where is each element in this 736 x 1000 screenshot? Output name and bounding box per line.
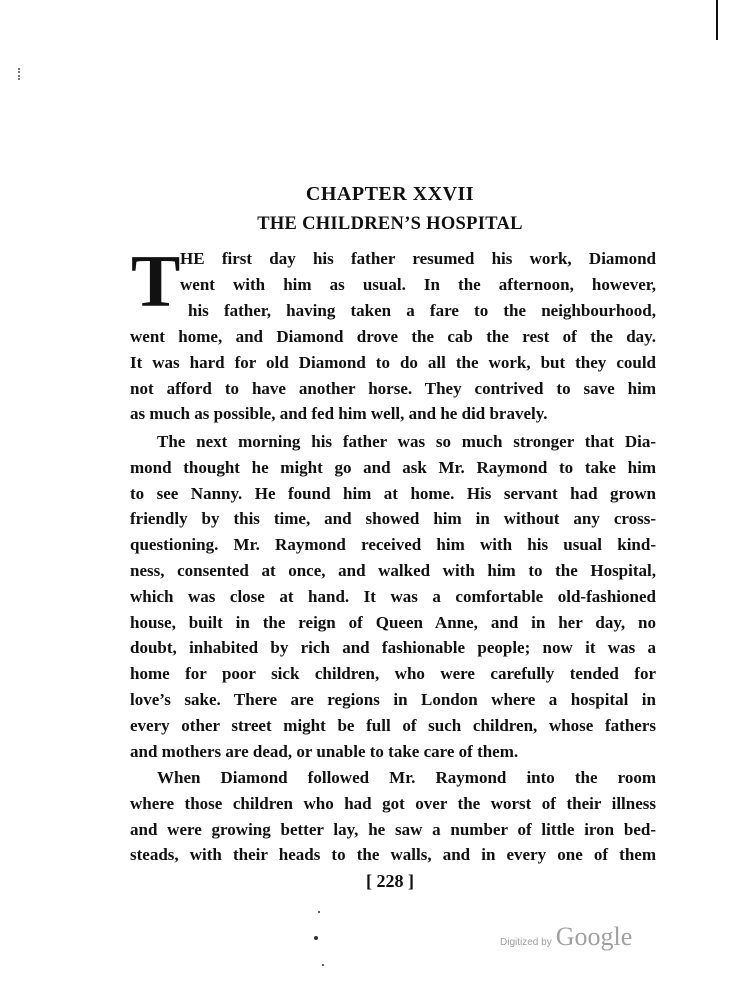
text-line: which was close at hand. It was a comfortable old-fashioned <box>130 586 656 606</box>
digitized-by-google-watermark <box>500 922 632 952</box>
text-line: The next morning his father was so much stronger that Dia- <box>157 432 656 451</box>
text-line: questioning. Mr. Raymond received him with his usual kind- <box>130 535 656 555</box>
chapter-title: THE CHILDREN’S HOSPITAL <box>257 214 523 234</box>
chapter-heading: CHAPTER XXVII <box>305 183 475 205</box>
text-line: ness, consented at once, and walked with him to the Hospital, <box>130 560 656 580</box>
text-line: not afford to have another horse. They contrived to save him <box>130 378 656 398</box>
text-line: where those children who had got over the worst of their illness <box>130 793 656 813</box>
text-line: doubt, inhabited by rich and fashionable people; now it was a <box>130 638 656 658</box>
drop-cap-lines <box>180 246 656 323</box>
text-line: his father, having taken a fare to the neighbourhood, <box>188 300 656 320</box>
text-line: went home, and Diamond drove the cab the rest of the day. <box>130 327 656 346</box>
text-line: love’s sake. There are regions in London where a hospital in <box>130 689 656 709</box>
paragraph-2 <box>130 429 656 764</box>
scan-speck <box>318 911 320 913</box>
text-line: to see Nanny. He found him at home. His servant had grown <box>130 483 656 503</box>
text-line: When Diamond followed Mr. Raymond into the room <box>157 768 656 787</box>
paragraph-1 <box>130 324 656 427</box>
text-line: and mothers are dead, or unable to take care of them. <box>130 741 519 761</box>
scan-edge-line <box>716 0 718 40</box>
text-line: It was hard for old Diamond to do all the work, but they could <box>130 352 656 372</box>
text-line: friendly by this time, and showed him in without any cross- <box>130 509 656 529</box>
text-line: and were growing better lay, he saw a number of little iron bed- <box>130 819 656 839</box>
scan-speck <box>314 936 318 940</box>
paragraph-3 <box>130 765 656 868</box>
page-number: [ 228 ] <box>366 871 414 891</box>
drop-cap: T <box>131 241 181 323</box>
text-line: HE first day his father resumed his work, Diamond <box>180 249 656 268</box>
text-line: every other street might be full of such children, whose fathers <box>130 715 656 735</box>
text-line: house, built in the reign of Queen Anne, and in her day, no <box>130 612 656 632</box>
text-line: steads, with their heads to the walls, and in every one of them <box>130 845 656 865</box>
scan-edge-specks <box>18 68 22 80</box>
text-line: went with him as usual. In the afternoon, however, <box>180 274 656 294</box>
digitized-by-label: Digitized by <box>500 937 552 948</box>
scan-speck <box>322 964 324 966</box>
text-line: mond thought he might go and ask Mr. Raymond to take him <box>130 457 656 477</box>
text-line: home for poor sick children, who were carefully tended for <box>130 664 656 684</box>
google-logo: Google <box>555 922 633 951</box>
text-line: as much as possible, and fed him well, and he did bravely. <box>130 404 548 424</box>
